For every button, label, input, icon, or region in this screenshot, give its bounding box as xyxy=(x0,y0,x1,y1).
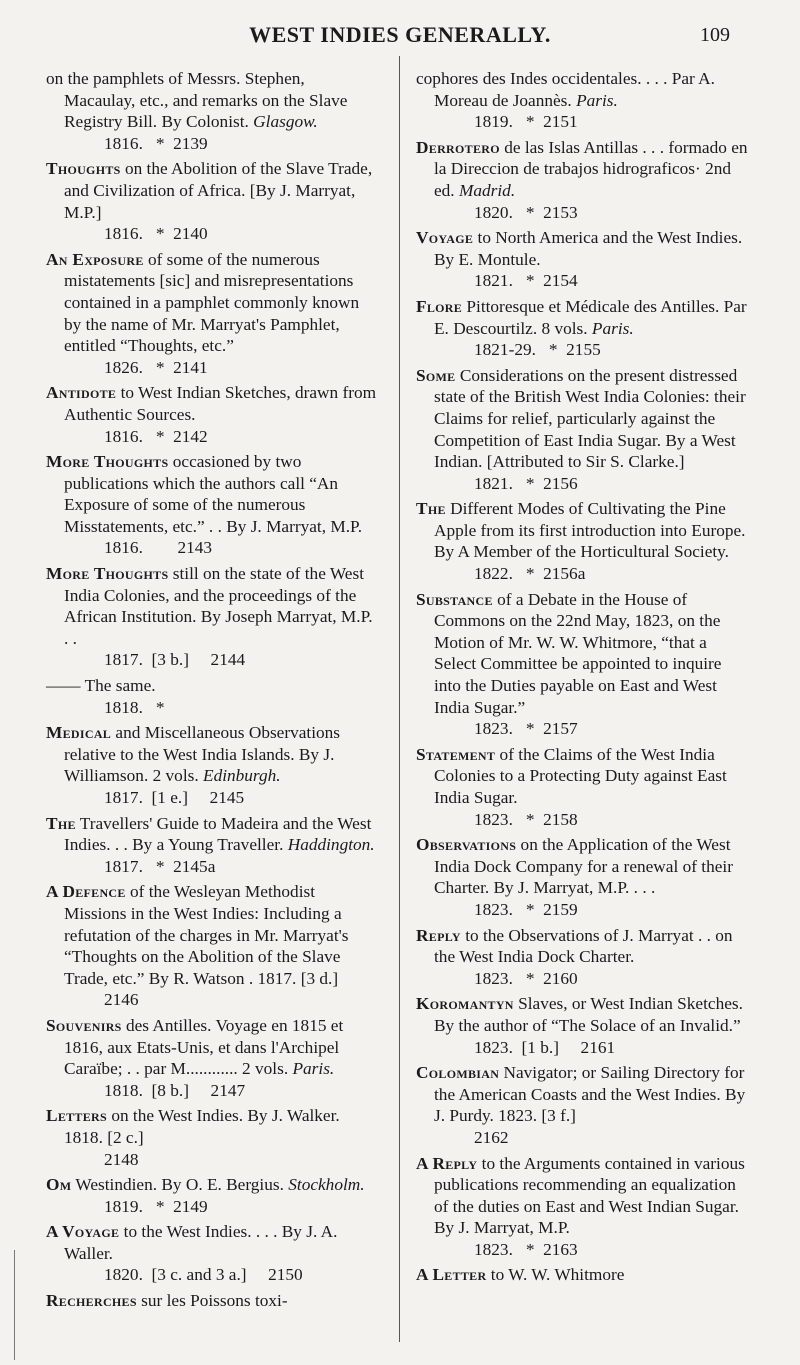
entry-place: Haddington. xyxy=(287,835,375,855)
entry-text: to W. W. Whitmore xyxy=(490,1265,625,1285)
entry-imprint: 1820. [3 c. and 3 a.] 2150 xyxy=(104,1265,303,1285)
entry-lead-word: Colombian xyxy=(416,1063,500,1083)
page-number: 109 xyxy=(700,24,730,46)
entry-place: Stockholm. xyxy=(288,1175,365,1195)
entry-text: of a Debate in the House of Commons on the 22nd May, 1823, on the Motion of Mr. W. W. Whitmore, “that a Select Committee be appointed to inquire into the Duties payable on East and West India Sugar.” xyxy=(434,589,722,717)
entry-lead-word: Thoughts xyxy=(46,159,121,179)
entry-imprint: 1817. [3 b.] 2144 xyxy=(104,650,246,670)
entry-text: of some of the numerous mistatements [sic] and misrepresentations contained in a pamphlet commonly known by the name of Mr. Marryat's Pamphlet, entitled “Thoughts, etc.” xyxy=(64,249,360,356)
entry-text: still on the state of the West India Colonies, and the proceedings of the African Institution. By Joseph Marryat, M.P. . . xyxy=(64,564,373,648)
entry-lead-word: Some xyxy=(416,365,456,385)
entry-lead-word: Souvenirs xyxy=(46,1015,122,1035)
catalog-entry xyxy=(416,68,748,133)
entry-lead-word: A Voyage xyxy=(46,1222,120,1242)
entry-place: Paris. xyxy=(576,90,618,110)
catalog-entry xyxy=(416,365,748,495)
catalog-entry xyxy=(46,1221,378,1286)
catalog-entry xyxy=(46,68,378,154)
entry-imprint: 1818. * xyxy=(104,697,165,717)
catalog-entry xyxy=(46,881,378,1011)
catalog-entry xyxy=(46,158,378,244)
catalog-entry xyxy=(46,1290,378,1312)
catalog-entry xyxy=(416,834,748,920)
entry-lead-word: Reply xyxy=(416,925,461,945)
catalog-entry xyxy=(416,993,748,1058)
entry-text: Considerations on the present distressed state of the British West India Colonies: their Claims for relief, particularly against the Competition of East India Sugar. By a West Indian. [Attributed to Sir S. Clarke.] xyxy=(434,365,746,472)
entry-lead-word: Flore xyxy=(416,296,463,316)
entry-imprint: 1816. * 2140 xyxy=(104,224,208,244)
entry-lead-word: Medical xyxy=(46,723,112,743)
entry-imprint: 1823. * 2160 xyxy=(474,968,578,988)
entry-lead-word: Substance xyxy=(416,589,493,609)
entry-text: —— The same. xyxy=(46,676,156,696)
entry-imprint: 1819. * 2149 xyxy=(104,1196,208,1216)
entry-place: Edinburgh. xyxy=(203,766,281,786)
catalog-entry xyxy=(46,1015,378,1101)
entry-lead-word: Letters xyxy=(46,1106,107,1126)
entry-text: cophores des Indes occidentales. . . . Par A. Moreau de Joannès. xyxy=(416,69,715,110)
entry-imprint: 1820. * 2153 xyxy=(474,202,578,222)
entry-lead-word: The xyxy=(46,813,76,833)
catalog-entry xyxy=(416,498,748,584)
entry-lead-word: A Defence xyxy=(46,882,126,902)
entry-text: Different Modes of Cultivating the Pine Apple from its first introduction into Europe. By A Member of the Horticultural Society. xyxy=(434,499,746,562)
running-title: WEST INDIES GENERALLY. xyxy=(249,22,551,47)
column-divider xyxy=(399,56,400,1342)
catalog-entry xyxy=(416,296,748,361)
entry-lead-word: More Thoughts xyxy=(46,564,169,584)
catalog-entry xyxy=(46,249,378,379)
catalog-entry xyxy=(416,1153,748,1261)
catalog-entry xyxy=(46,451,378,559)
entry-lead-word: Koromantyn xyxy=(416,994,514,1014)
entry-imprint: 1816. * 2139 xyxy=(104,133,208,153)
entry-text: on the pamphlets of Messrs. Stephen, Macaulay, etc., and remarks on the Slave Registry Bill. By Colonist. xyxy=(46,69,348,132)
entry-lead-word: Statement xyxy=(416,744,496,764)
entry-text: Slaves, or West Indian Sketches. By the author of “The Solace of an Invalid.” xyxy=(434,994,743,1035)
entry-text: to the Arguments contained in various publications recommending an equalization of the duties on East and West Indian Sugar. By J. Marryat, M.P. xyxy=(434,1153,745,1238)
catalog-entry xyxy=(46,563,378,671)
entry-text: of the Wesleyan Methodist Missions in the West Indies: Including a refutation of the charges in Mr. Marryat's “Thoughts on the Abolition of the Slave Trade, etc.” By R. Watson . 1817. [3 d.] xyxy=(64,882,349,988)
entry-lead-word: The xyxy=(416,499,446,519)
entry-lead-word: Voyage xyxy=(416,228,474,248)
entry-imprint: 1816. 2143 xyxy=(104,538,213,558)
entry-text: on the Abolition of the Slave Trade, and Civilization of Africa. [By J. Marryat, M.P.] xyxy=(64,159,373,222)
entry-text: to North America and the West Indies. By E. Montule. xyxy=(434,228,743,269)
entry-imprint: 1821-29. * 2155 xyxy=(474,340,601,360)
entry-imprint: 1823. * 2159 xyxy=(474,899,578,919)
catalog-entry xyxy=(46,722,378,808)
page-header xyxy=(0,22,800,56)
entry-lead-word: Observations xyxy=(416,835,517,855)
catalog-entry xyxy=(46,1105,378,1170)
entry-text: on the Application of the West India Dock Company for a renewal of their Charter. By J. Marryat, M.P. . . . xyxy=(434,835,733,898)
catalog-entry xyxy=(416,1062,748,1148)
entry-lead-word: Derrotero xyxy=(416,137,500,157)
entry-imprint: 1817. [1 e.] 2145 xyxy=(104,788,245,807)
entry-text: Pittoresque et Médicale des Antilles. Par E. Descourtilz. 8 vols. xyxy=(434,296,747,338)
entry-place: Madrid. xyxy=(458,180,516,200)
entry-imprint: 1817. * 2145a xyxy=(104,856,216,876)
entry-lead-word: Antidote xyxy=(46,383,117,403)
entry-lead-word: A Reply xyxy=(416,1153,478,1173)
entry-text: to the West Indies. . . . By J. A. Waller. xyxy=(64,1222,338,1263)
entry-imprint: 1821. * 2154 xyxy=(474,271,578,291)
entry-place: Paris. xyxy=(292,1059,335,1079)
entry-lead-word: Om xyxy=(46,1175,72,1195)
entry-imprint: 1816. * 2142 xyxy=(104,426,208,446)
entry-lead-word: More Thoughts xyxy=(46,452,169,472)
entry-text: Travellers' Guide to Madeira and the West Indies. . . By a Young Traveller. xyxy=(64,813,372,855)
entry-imprint: 2162 xyxy=(474,1127,509,1147)
entry-imprint: 1818. [8 b.] 2147 xyxy=(104,1080,246,1100)
entry-text: to the Observations of J. Marryat . . on the West India Dock Charter. xyxy=(434,925,733,967)
right-column xyxy=(416,68,748,1290)
entry-place: Paris. xyxy=(591,318,634,338)
catalog-entry xyxy=(416,589,748,740)
catalog-entry xyxy=(416,137,748,223)
entry-text: to West Indian Sketches, drawn from Authentic Sources. xyxy=(64,383,377,424)
page-edge-line xyxy=(14,1250,15,1360)
catalog-entry xyxy=(416,1264,748,1286)
entry-imprint: 1822. * 2156a xyxy=(474,564,586,584)
entry-imprint: 2146 xyxy=(104,990,139,1010)
catalog-entry xyxy=(416,744,748,830)
entry-text: sur les Poissons toxi- xyxy=(141,1291,288,1311)
entry-place: Glasgow. xyxy=(253,112,318,132)
entry-imprint: 2148 xyxy=(104,1149,139,1169)
entry-lead-word: Recherches xyxy=(46,1291,137,1311)
entry-imprint: 1823. * 2158 xyxy=(474,809,578,829)
entry-text: and Miscellaneous Observations relative to the West India Islands. By J. Williamson. 2 vols. xyxy=(64,723,341,786)
catalog-entry xyxy=(46,382,378,447)
catalog-entry xyxy=(46,1174,378,1217)
entry-text: de las Islas Antillas . . . formado en la Direccion de trabajos hidrograficos· 2nd ed. xyxy=(434,137,748,200)
entry-imprint: 1823. * 2157 xyxy=(474,719,578,739)
entry-imprint: 1823. [1 b.] 2161 xyxy=(474,1037,616,1057)
entry-imprint: 1826. * 2141 xyxy=(104,357,208,377)
entry-text: on the West Indies. By J. Walker. 1818. [2 c.] xyxy=(64,1106,340,1147)
entry-lead-word: A Letter xyxy=(416,1265,487,1285)
entry-text: of the Claims of the West India Colonies to a Protecting Duty against East India Sugar. xyxy=(434,744,727,807)
entry-text: Navigator; or Sailing Directory for the American Coasts and the West Indies. By J. Purdy. 1823. [3 f.] xyxy=(434,1063,746,1126)
left-column xyxy=(46,68,378,1316)
entry-text: Westindien. By O. E. Bergius. xyxy=(75,1175,284,1195)
catalog-entry xyxy=(416,227,748,292)
entry-text: des Antilles. Voyage en 1815 et 1816, aux Etats-Unis, et dans l'Archipel Caraïbe; . . par M............ 2 vols. xyxy=(64,1015,344,1079)
catalog-entry xyxy=(46,675,378,718)
entry-imprint: 1823. * 2163 xyxy=(474,1239,578,1259)
entry-imprint: 1819. * 2151 xyxy=(474,112,578,132)
entry-imprint: 1821. * 2156 xyxy=(474,473,578,493)
entry-text: occasioned by two publications which the authors call “An Exposure of some of the numerous Misstatements, etc.” . . By J. Marryat, M.P. xyxy=(64,452,363,536)
catalog-entry xyxy=(46,813,378,878)
catalog-entry xyxy=(416,925,748,990)
entry-lead-word: An Exposure xyxy=(46,249,144,269)
